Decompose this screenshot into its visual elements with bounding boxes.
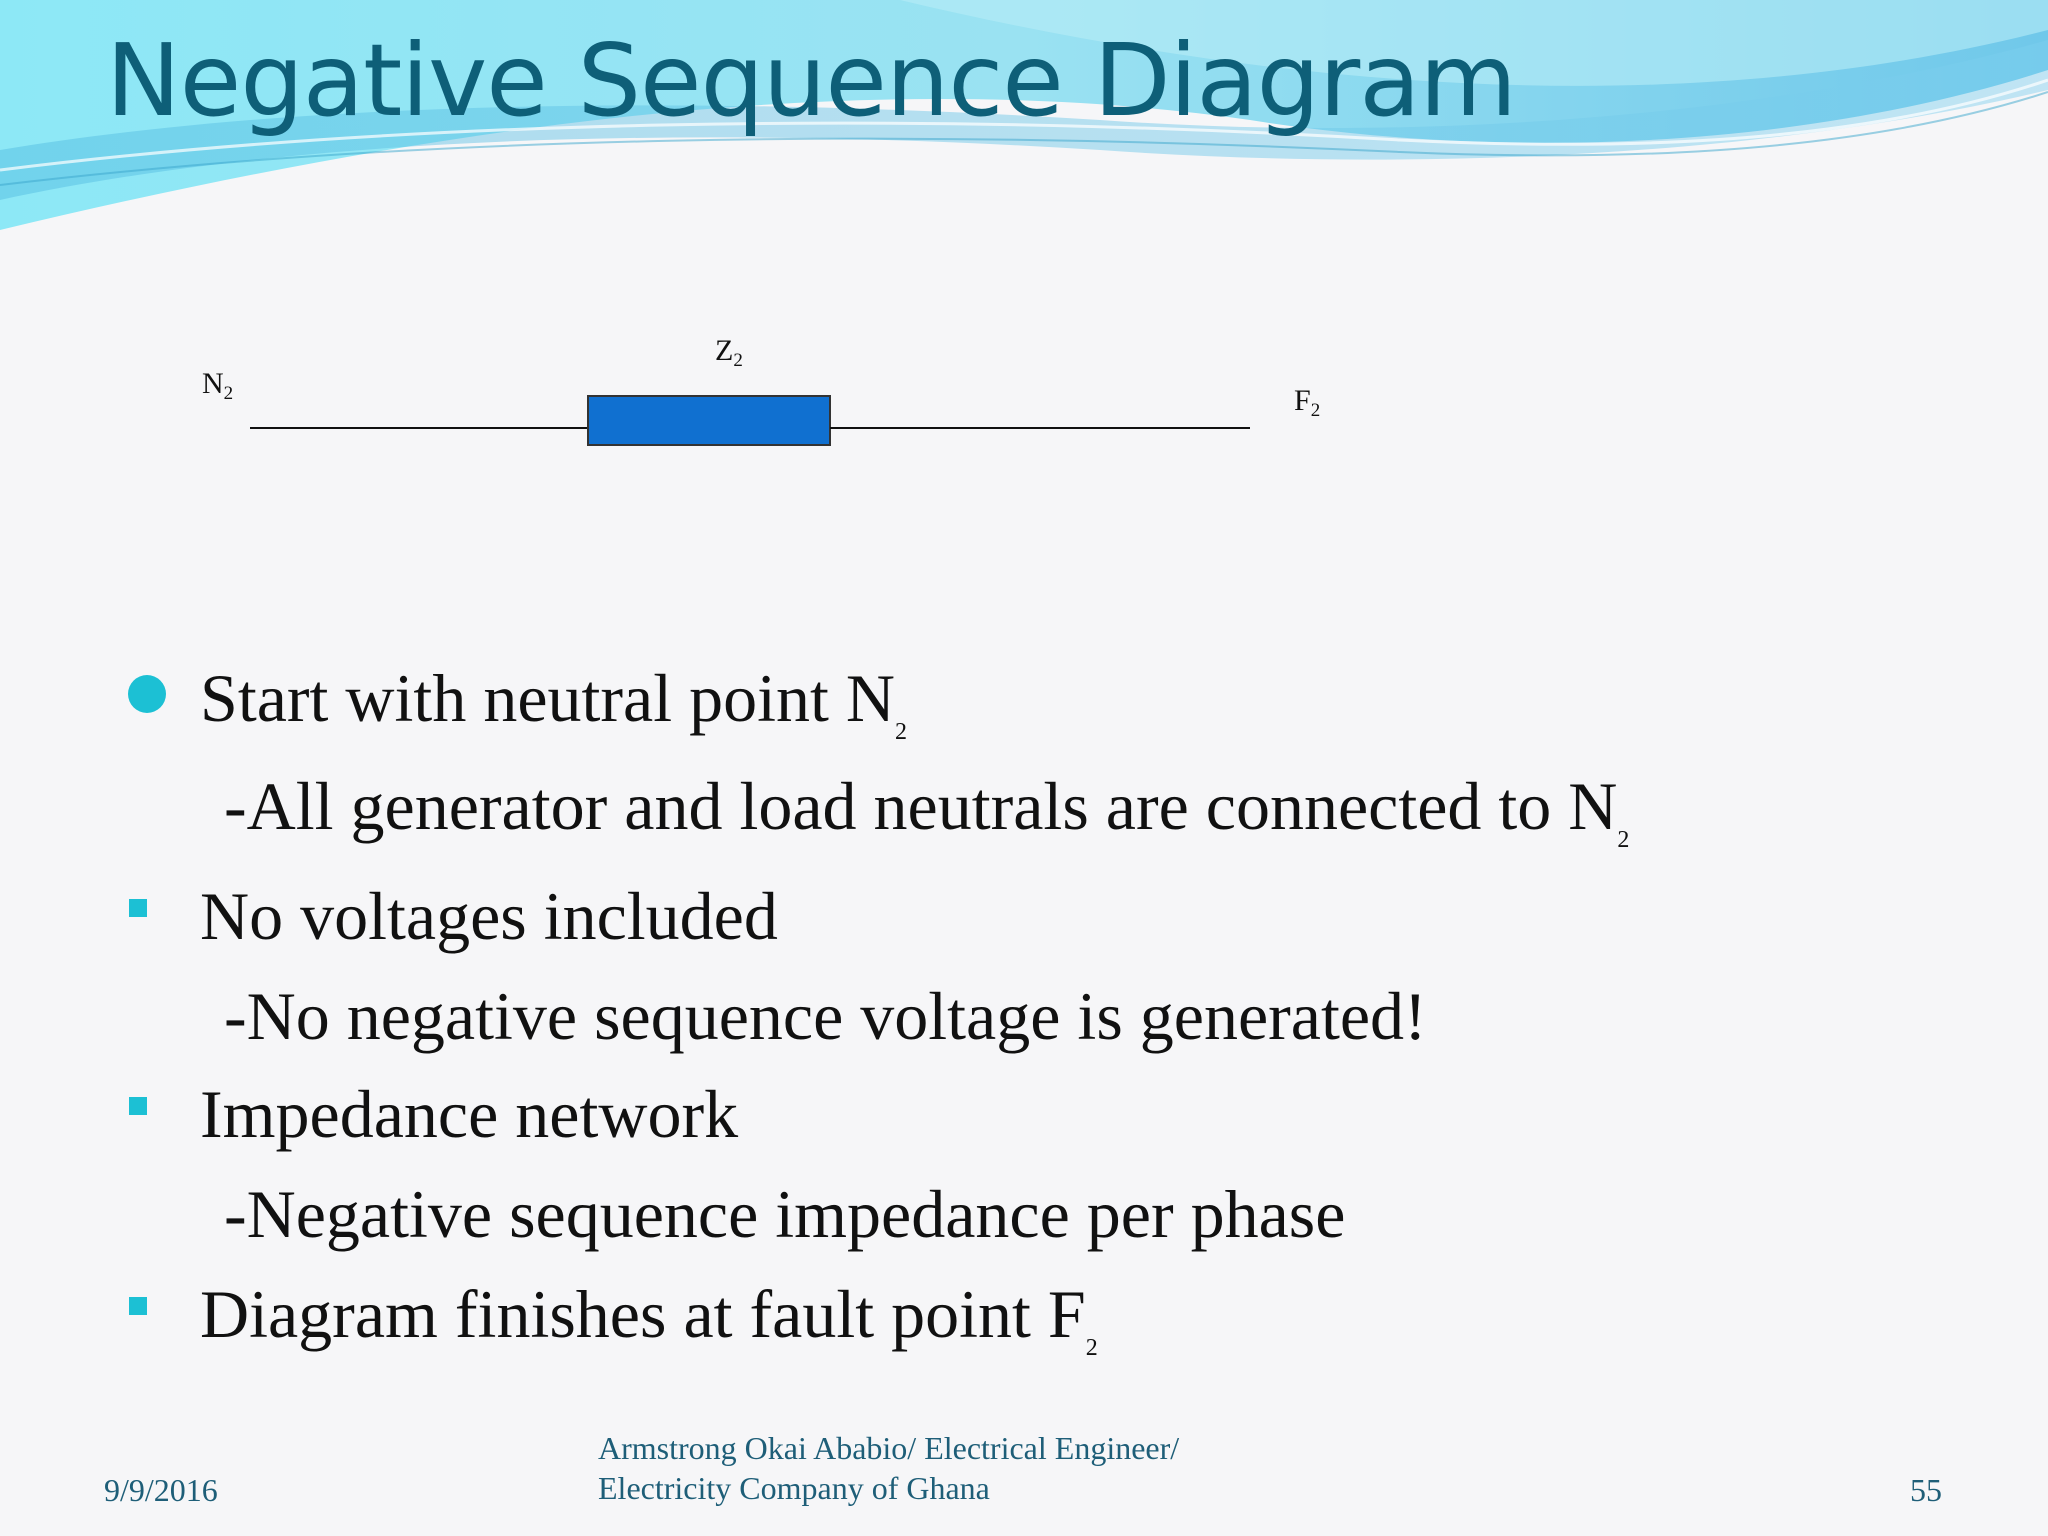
footer-page-number: 55	[1910, 1472, 1942, 1508]
footer-author-line1: Armstrong Okai Ababio/ Electrical Engineer/	[598, 1430, 1180, 1466]
bullet-square-3	[129, 1097, 147, 1115]
bullet-subtext-3: -Negative sequence impedance per phase	[224, 1176, 1346, 1252]
bullet-text-3: Impedance network	[200, 1076, 739, 1152]
footer-author-line2: Electricity Company of Ghana	[598, 1470, 990, 1506]
slide-title: Negative Sequence Diagram	[106, 22, 1516, 139]
bullet-square-4	[129, 1297, 147, 1315]
fault-label: F2	[1294, 384, 1321, 421]
bullet-square-2	[129, 899, 147, 917]
bullet-text-4: Diagram finishes at fault point $F_2$	[200, 1276, 1098, 1361]
bullet-text-1: Start with neutral point $N_2$	[200, 660, 908, 745]
impedance-label: Z2	[715, 334, 743, 371]
footer-date: 9/9/2016	[104, 1472, 218, 1508]
bullet-dot-1	[128, 675, 166, 713]
bullet-text-2: No voltages included	[200, 878, 778, 954]
bullet-subtext-2: -No negative sequence voltage is generated!	[224, 978, 1427, 1054]
negative-sequence-circuit	[0, 300, 1400, 500]
neutral-label: N2	[202, 367, 234, 404]
footer-author	[598, 1428, 1179, 1508]
bullet-subtext-1: -All generator and load neutrals are connected to $N_2$	[224, 768, 1630, 853]
impedance-block	[588, 396, 830, 445]
